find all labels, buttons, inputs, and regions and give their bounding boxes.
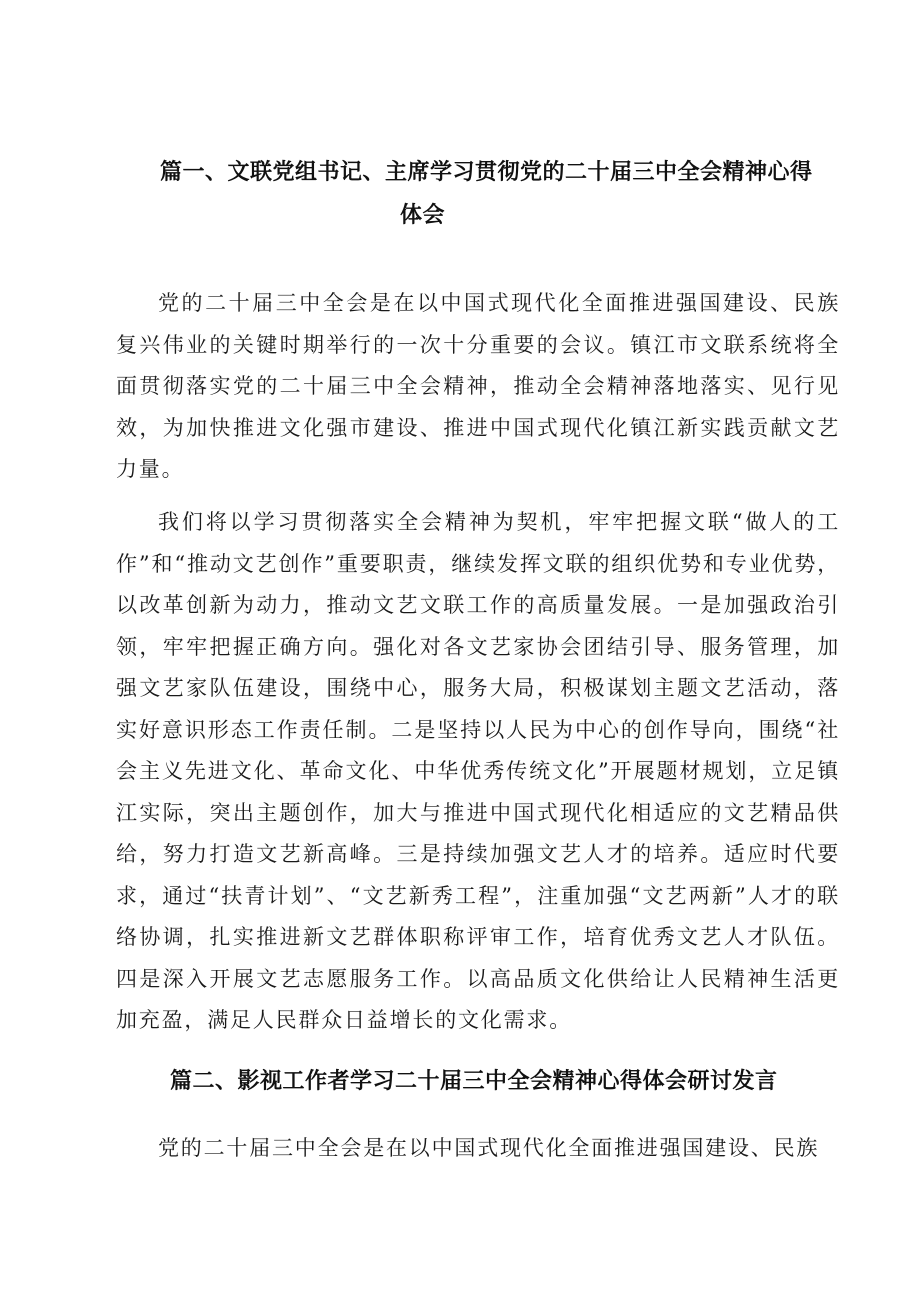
- section-one-paragraph-1: 党的二十届三中全会是在以中国式现代化全面推进强国建设、民族复兴伟业的关键时期举行的一次十分重要的会议。镇江市文联系统将全面贯彻落实党的二十届三中全会精神，推动全会精神落地落实、见行见效，为加快推进文化强市建设、推进中国式现代化镇江新实践贡献文艺力量。: [116, 291, 840, 481]
- section-one-title-line-1: 篇一、文联党组书记、主席学习贯彻党的二十届三中全会精神心得: [160, 160, 813, 185]
- section-two-paragraph-1: 党的二十届三中全会是在以中国式现代化全面推进强国建设、民族: [158, 1136, 820, 1160]
- section-one-title-line-2: 体会: [400, 203, 446, 228]
- section-one-paragraph-2: 我们将以学习贯彻落实全会精神为契机，牢牢把握文联“做人的工作”和“推动文艺创作”重要职责，继续发挥文联的组织优势和专业优势，以改革创新为动力，推动文艺文联工作的高质量发展。一是加强政治引领，牢牢把握正确方向。强化对各文艺家协会团结引导、服务管理，加强文艺家队伍建设，围绕中心，服务大局，积极谋划主题文艺活动，落实好意识形态工作责任制。二是坚持以人民为中心的创作导向，围绕“社会主义先进文化、革命文化、中华优秀传统文化”开展题材规划，立足镇江实际，突出主题创作，加大与推进中国式现代化相适应的文艺精品供给，努力打造文艺新高峰。三是持续加强文艺人才的培养。适应时代要求，通过“扶青计划”、“文艺新秀工程”，注重加强“文艺两新”人才的联络协调，扎实推进新文艺群体职称评审工作，培育优秀文艺人才队伍。四是深入开展文艺志愿服务工作。以高品质文化供给让人民精神生活更加充盈，满足人民群众日益增长的文化需求。: [116, 510, 840, 1032]
- section-two-title: 篇二、影视工作者学习二十届三中全会精神心得体会研讨发言: [170, 1069, 778, 1094]
